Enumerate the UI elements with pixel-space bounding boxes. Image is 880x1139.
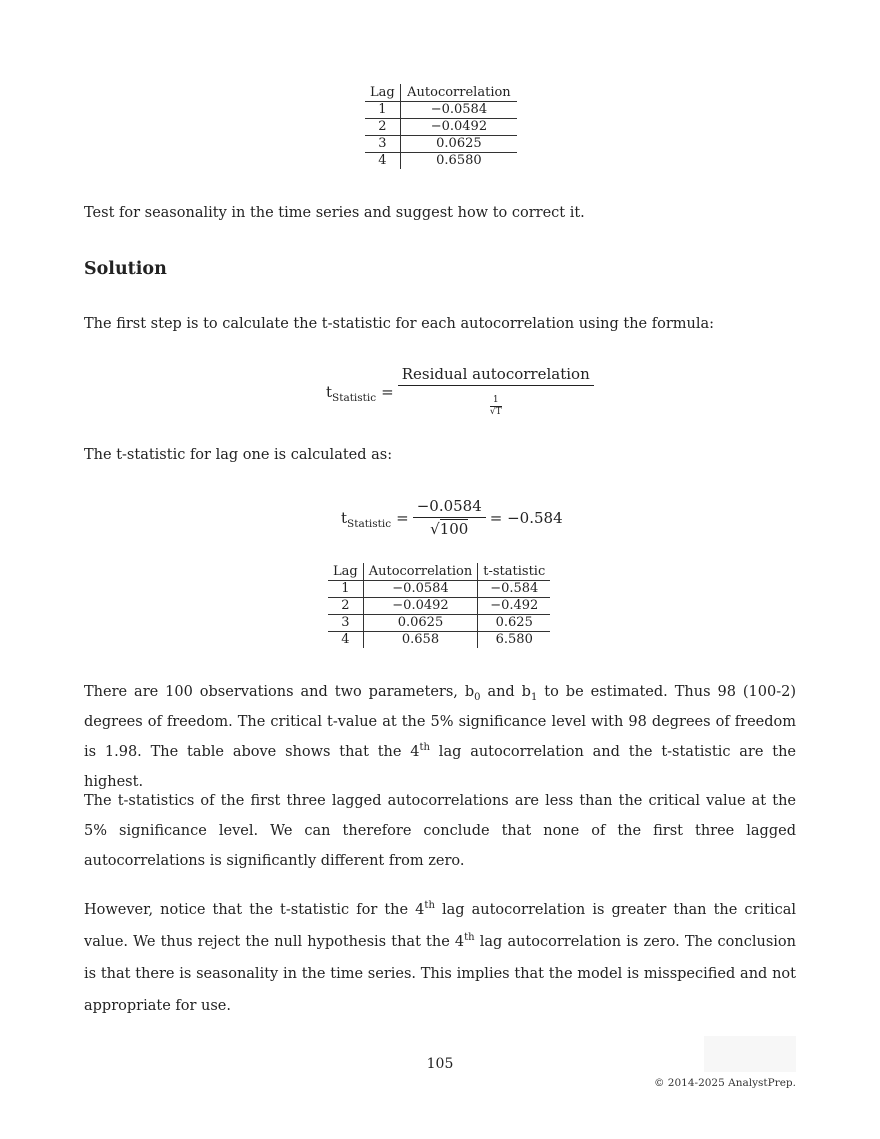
table-cell: 0.0625 bbox=[400, 136, 517, 153]
first-three-lags-paragraph: The t-statistics of the first three lagged autocorrelations are less than the critical value at the 5% significance level. We can therefore conclude that none of the first three lagged autocorrelations is significantly different from zero. bbox=[84, 793, 796, 869]
formula-equals: = bbox=[396, 508, 409, 527]
table-cell: −0.492 bbox=[478, 598, 550, 615]
seasonality-conclusion-paragraph: However, notice that the t-statistic for the 4th lag autocorrelation is greater than the critical value. We thus reject the null hypothesis that the 4th lag autocorrelation is zero. The conclusion is that there is seasonality in the time series. This implies that the model is misspecified and not appropriate for use. bbox=[84, 900, 796, 1014]
table-header-autocorrelation: Autocorrelation bbox=[363, 563, 478, 581]
table-header-lag: Lag bbox=[328, 563, 363, 581]
table-header-autocorrelation: Autocorrelation bbox=[400, 84, 517, 102]
degrees-of-freedom-paragraph: There are 100 observations and two parameters, $b_0$ and $b_1$ to be estimated. Thus 98 (100-2) degrees of freedom. The critical t-value at the 5% significance level with 98 degrees of freedom is 1.98. The table above shows that the 4th lag autocorrelation and the t-statistic are the highest. bbox=[84, 684, 796, 790]
formula-denominator bbox=[490, 386, 502, 418]
table-cell: 4 bbox=[328, 632, 363, 649]
formula-fraction bbox=[413, 497, 486, 538]
formula-result: = −0.584 bbox=[489, 508, 563, 527]
table-cell: −0.0492 bbox=[363, 598, 478, 615]
table-row bbox=[365, 153, 517, 170]
question-text: Test for seasonality in the time series and suggest how to correct it. bbox=[84, 205, 585, 221]
lag-one-text: The t-statistic for lag one is calculated as: bbox=[84, 447, 393, 463]
lag-one-formula bbox=[341, 497, 563, 538]
t-statistic-table bbox=[328, 563, 550, 648]
formula-inner-fraction: $\frac{1}{√T}$ bbox=[489, 395, 502, 417]
table-cell: 1 bbox=[365, 102, 400, 119]
formula-subscript: Statistic bbox=[332, 391, 377, 404]
solution-heading: Solution bbox=[84, 259, 167, 279]
table-row bbox=[365, 102, 517, 119]
table-cell: 6.580 bbox=[495, 632, 533, 647]
table-cell: 0.625 bbox=[478, 615, 550, 632]
formula-subscript: Statistic bbox=[347, 517, 392, 530]
table-cell: 2 bbox=[328, 598, 363, 615]
autocorrelation-table bbox=[365, 84, 517, 169]
formula-t-symbol: $t_{Statistic}$ bbox=[341, 508, 392, 530]
formula-t-symbol: $t_{Statistic}$ bbox=[326, 382, 377, 404]
table-cell: 1 bbox=[328, 581, 363, 598]
table-cell: 2 bbox=[365, 119, 400, 136]
table-row bbox=[365, 136, 517, 153]
table-row bbox=[328, 581, 550, 598]
table-cell: 4 bbox=[365, 153, 400, 170]
table-header-t-statistic: t-statistic bbox=[478, 563, 550, 581]
table-cell: 0.0625 bbox=[363, 615, 478, 632]
formula-numerator: Residual autocorrelation bbox=[398, 365, 594, 386]
table-cell: −0.0584 bbox=[400, 102, 517, 119]
table-cell: 3 bbox=[328, 615, 363, 632]
table-cell: −0.584 bbox=[478, 581, 550, 598]
table-row bbox=[328, 632, 550, 649]
table-cell: 0.6580 bbox=[436, 153, 482, 168]
table-cell: −0.0492 bbox=[400, 119, 517, 136]
table-row bbox=[328, 598, 550, 615]
t-statistic-formula bbox=[326, 365, 598, 418]
table-cell: 3 bbox=[365, 136, 400, 153]
table-cell: −0.0584 bbox=[363, 581, 478, 598]
formula-numerator: −0.0584 bbox=[413, 497, 486, 518]
step1-text: The first step is to calculate the t-statistic for each autocorrelation using the formula: bbox=[84, 316, 715, 332]
page-number: 105 bbox=[426, 1056, 454, 1072]
table-row bbox=[365, 119, 517, 136]
copyright-notice: © 2014-2025 AnalystPrep. bbox=[653, 1077, 796, 1089]
table-header-lag: Lag bbox=[365, 84, 400, 102]
formula-denominator: √100 bbox=[430, 520, 469, 538]
formula-equals: = bbox=[381, 382, 394, 401]
table-cell: 0.658 bbox=[363, 632, 478, 649]
table-row bbox=[328, 615, 550, 632]
formula-fraction bbox=[398, 365, 594, 418]
